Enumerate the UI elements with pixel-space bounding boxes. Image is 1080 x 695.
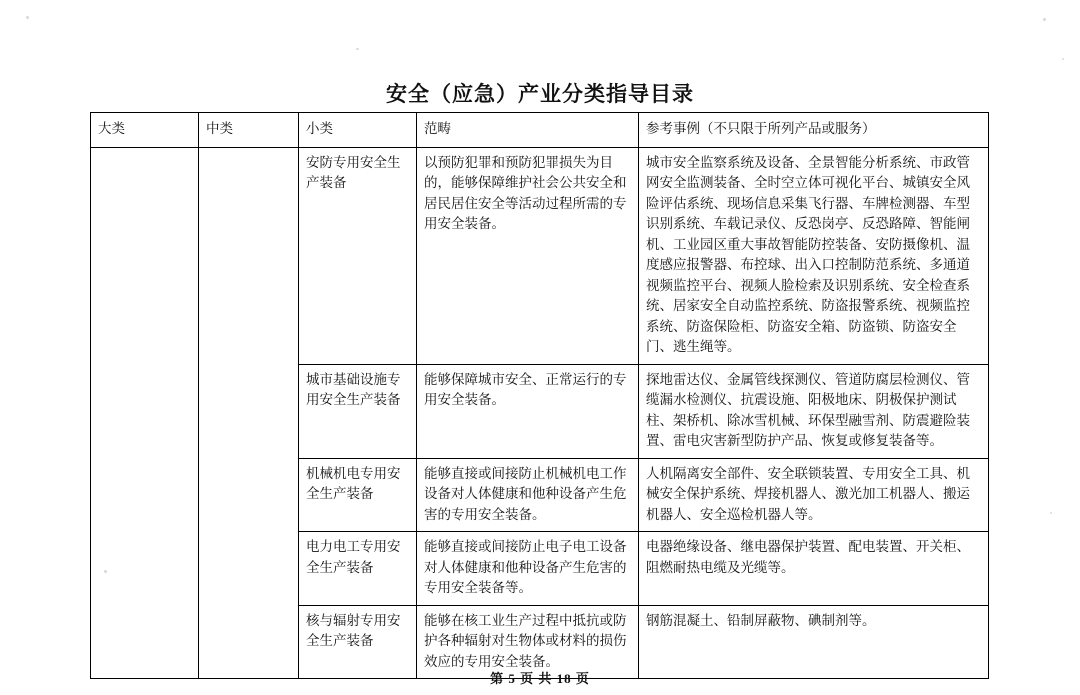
column-header-minor: 小类: [299, 113, 417, 148]
scan-speck: [356, 48, 359, 50]
cell-examples: 电器绝缘设备、继电器保护装置、配电装置、开关柜、阻燃耐热电缆及光缆等。: [639, 532, 989, 606]
cell-examples: 探地雷达仪、金属管线探测仪、管道防腐层检测仪、管缆漏水检测仪、抗震设施、阳极地床、阴极保护测试柱、架桥机、除冰雪机械、环保型融雪剂、防震避险装置、雷电灾害新型防护产品、恢复或修复装备等。: [639, 364, 989, 458]
page-footer: 第 5 页 共 18 页: [490, 671, 590, 686]
cell-examples: 城市安全监察系统及设备、全景智能分析系统、市政管网安全监测装备、全时空立体可视化平台、城镇安全风险评估系统、现场信息采集飞行器、车牌检测器、车型识别系统、车载记录仪、反恐岗亭、反恐路障、智能闸机、工业园区重大事故智能防控装备、安防摄像机、温度感应报警器、布控球、出入口控制防范系统、多通道视频监控平台、视频人脸检索及识别系统、安全检查系统、居家安全自动监控系统、防盗报警系统、视频监控系统、防盗保险柜、防盗安全箱、防盗锁、防盗安全门、逃生绳等。: [639, 147, 989, 364]
page-title: 安全（应急）产业分类指导目录: [386, 82, 694, 106]
column-header-middle: 中类: [199, 113, 299, 148]
cell-examples: 钢筋混凝土、铅制屏蔽物、碘制剂等。: [639, 605, 989, 679]
cell-major-category: [91, 147, 199, 679]
scan-speck: [26, 16, 29, 19]
cell-scope: 能够直接或间接防止电子电工设备对人体健康和他种设备产生危害的专用安全装备等。: [417, 532, 639, 606]
cell-minor-category: 安防专用安全生产装备: [299, 147, 417, 364]
cell-scope: 能够在核工业生产过程中抵抗或防护各种辐射对生物体或材料的损伤效应的专用安全装备。: [417, 605, 639, 679]
cell-scope: 能够保障城市安全、正常运行的专用安全装备。: [417, 364, 639, 458]
scan-speck: [1062, 58, 1064, 60]
cell-minor-category: 城市基础设施专用安全生产装备: [299, 364, 417, 458]
cell-minor-category: 核与辐射专用安全生产装备: [299, 605, 417, 679]
table-row: [91, 147, 989, 364]
cell-minor-category: 电力电工专用安全生产装备: [299, 532, 417, 606]
table-header-row: [91, 113, 989, 148]
scan-speck: [1050, 512, 1052, 514]
classification-table: [90, 112, 989, 679]
cell-middle-category: [199, 147, 299, 679]
cell-scope: 能够直接或间接防止机械机电工作设备对人体健康和他种设备产生危害的专用安全装备。: [417, 458, 639, 532]
column-header-scope: 范畴: [417, 113, 639, 148]
cell-examples: 人机隔离安全部件、安全联锁装置、专用安全工具、机械安全保护系统、焊接机器人、激光加工机器人、搬运机器人、安全巡检机器人等。: [639, 458, 989, 532]
column-header-major: 大类: [91, 113, 199, 148]
cell-scope: 以预防犯罪和预防犯罪损失为目的，能够保障维护社会公共安全和居民居住安全等活动过程所需的专用安全装备。: [417, 147, 639, 364]
cell-minor-category: 机械机电专用安全生产装备: [299, 458, 417, 532]
column-header-examples: 参考事例（不只限于所列产品或服务）: [639, 113, 989, 148]
scan-speck: [1043, 18, 1046, 21]
